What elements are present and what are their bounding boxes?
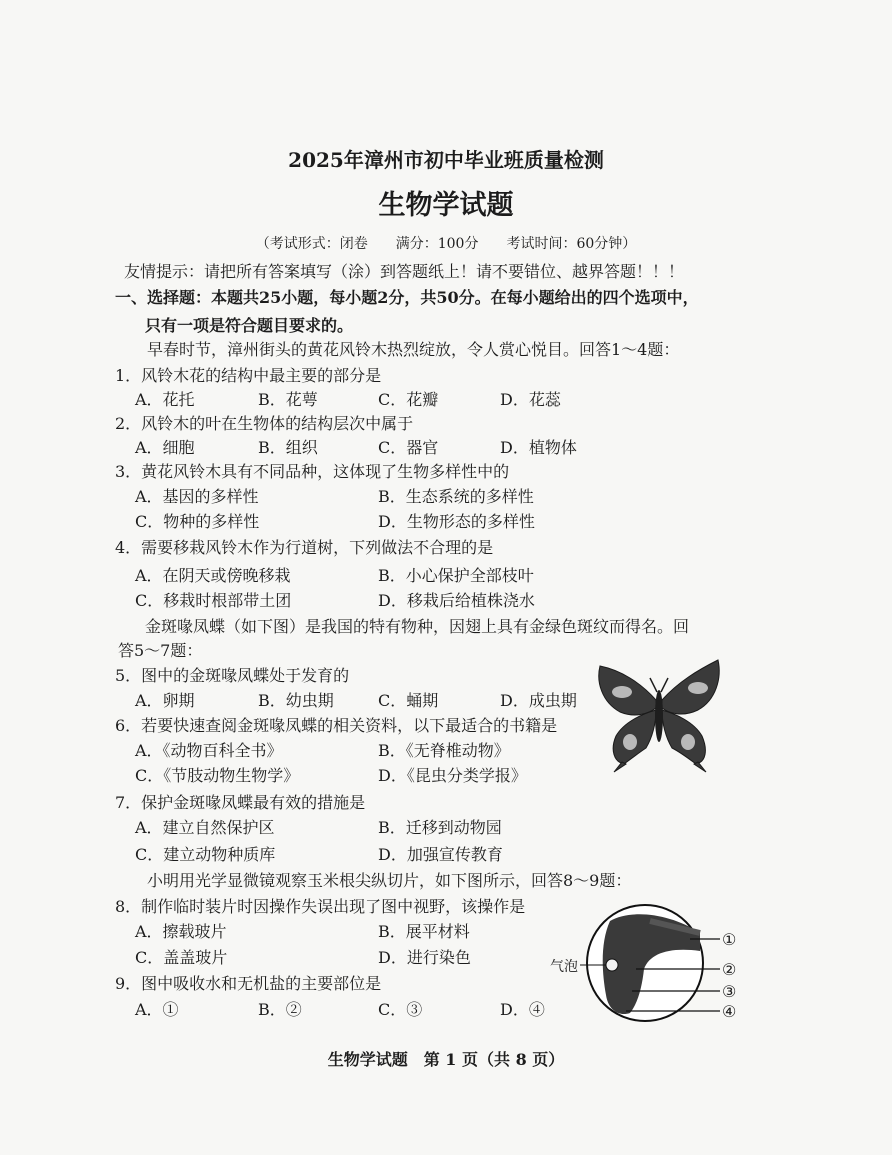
q8-option-c: C．盖盖玻片 xyxy=(135,948,228,967)
q3-option-a: A．基因的多样性 xyxy=(135,487,259,506)
q9-option-d: D．④ xyxy=(500,1000,545,1019)
q6-option-a: A．《动物百科全书》 xyxy=(135,741,283,760)
q8-option-a: A．擦载玻片 xyxy=(135,922,227,941)
butterfly-figure xyxy=(590,652,728,774)
q7-option-d: D．加强宣传教育 xyxy=(378,845,503,864)
q6-option-c: C．《节肢动物生物学》 xyxy=(135,766,300,785)
q4-option-d: D．移栽后给植株浇水 xyxy=(378,591,535,610)
q6-option-d: D．《昆虫分类学报》 xyxy=(378,766,527,785)
q3-option-b: B．生态系统的多样性 xyxy=(378,487,534,506)
subject-title: 生物学试题 xyxy=(378,190,514,221)
figure-label-2: ② xyxy=(722,960,737,979)
q7-option-c: C．建立动物种质库 xyxy=(135,845,276,864)
q2-option-a: A．细胞 xyxy=(135,438,195,457)
q2-stem: 2．风铃木的叶在生物体的结构层次中属于 xyxy=(115,414,414,433)
page-footer: 生物学试题 第 1 页（共 8 页） xyxy=(327,1050,565,1069)
q1-option-b: B．花萼 xyxy=(258,390,318,409)
figure-label-3: ③ xyxy=(722,982,737,1001)
q4-option-c: C．移栽时根部带土团 xyxy=(135,591,292,610)
q1-option-d: D．花蕊 xyxy=(500,390,561,409)
exam-info: （考试形式：闭卷 满分：100分 考试时间：60分钟） xyxy=(255,236,637,252)
q6-option-b: B．《无脊椎动物》 xyxy=(378,741,510,760)
exam-title: 2025年漳州市初中毕业班质量检测 xyxy=(288,148,604,172)
q1-option-c: C．花瓣 xyxy=(378,390,439,409)
q5-option-a: A．卵期 xyxy=(135,691,195,710)
friendly-tip: 友情提示：请把所有答案填写（涂）到答题纸上！请不要错位、越界答题！！！ xyxy=(124,262,685,281)
intro-2-line2: 答5～7题： xyxy=(118,641,203,660)
q2-option-b: B．组织 xyxy=(258,438,318,457)
q2-option-d: D．植物体 xyxy=(500,438,577,457)
q8-stem: 8．制作临时装片时因操作失误出现了图中视野，该操作是 xyxy=(115,897,526,916)
q4-option-b: B．小心保护全部枝叶 xyxy=(378,566,534,585)
q2-option-c: C．器官 xyxy=(378,438,439,457)
q9-option-b: B．② xyxy=(258,1000,302,1019)
q9-option-c: C．③ xyxy=(378,1000,423,1019)
section-heading-line2: 只有一项是符合题目要求的。 xyxy=(145,316,354,335)
q5-option-c: C．蛹期 xyxy=(378,691,439,710)
q5-stem: 5．图中的金斑喙凤蝶处于发育的 xyxy=(115,666,350,685)
q7-option-a: A．建立自然保护区 xyxy=(135,818,275,837)
figure-label-1: ① xyxy=(722,930,737,949)
q1-stem: 1．风铃木花的结构中最主要的部分是 xyxy=(115,366,382,385)
q6-stem: 6．若要快速查阅金斑喙凤蝶的相关资料，以下最适合的书籍是 xyxy=(115,716,558,735)
q8-option-d: D．进行染色 xyxy=(378,948,471,967)
q3-option-c: C．物种的多样性 xyxy=(135,512,260,531)
q5-option-d: D．成虫期 xyxy=(500,691,577,710)
q3-stem: 3．黄花风铃木具有不同品种，这体现了生物多样性中的 xyxy=(115,462,510,481)
figure-label-4: ④ xyxy=(722,1002,737,1021)
intro-2-line1: 金斑喙凤蝶（如下图）是我国的特有物种，因翅上具有金绿色斑纹而得名。回 xyxy=(145,617,690,636)
q4-stem: 4．需要移栽风铃木作为行道树，下列做法不合理的是 xyxy=(115,538,494,557)
q5-option-b: B．幼虫期 xyxy=(258,691,334,710)
q7-stem: 7．保护金斑喙凤蝶最有效的措施是 xyxy=(115,793,366,812)
section-heading-line1: 一、选择题：本题共25小题，每小题2分，共50分。在每小题给出的四个选项中， xyxy=(115,288,699,307)
q7-option-b: B．迁移到动物园 xyxy=(378,818,502,837)
q8-option-b: B．展平材料 xyxy=(378,922,470,941)
bubble-label: 气泡 xyxy=(550,959,578,975)
q9-option-a: A．① xyxy=(135,1000,179,1019)
q1-option-a: A．花托 xyxy=(135,390,195,409)
intro-3: 小明用光学显微镜观察玉米根尖纵切片，如下图所示，回答8～9题： xyxy=(147,871,632,890)
q9-stem: 9．图中吸收水和无机盐的主要部位是 xyxy=(115,974,382,993)
q3-option-d: D．生物形态的多样性 xyxy=(378,512,535,531)
intro-1: 早春时节，漳州街头的黄花风铃木热烈绽放，令人赏心悦目。回答1～4题： xyxy=(147,340,680,359)
q4-option-a: A．在阴天或傍晚移栽 xyxy=(135,566,291,585)
